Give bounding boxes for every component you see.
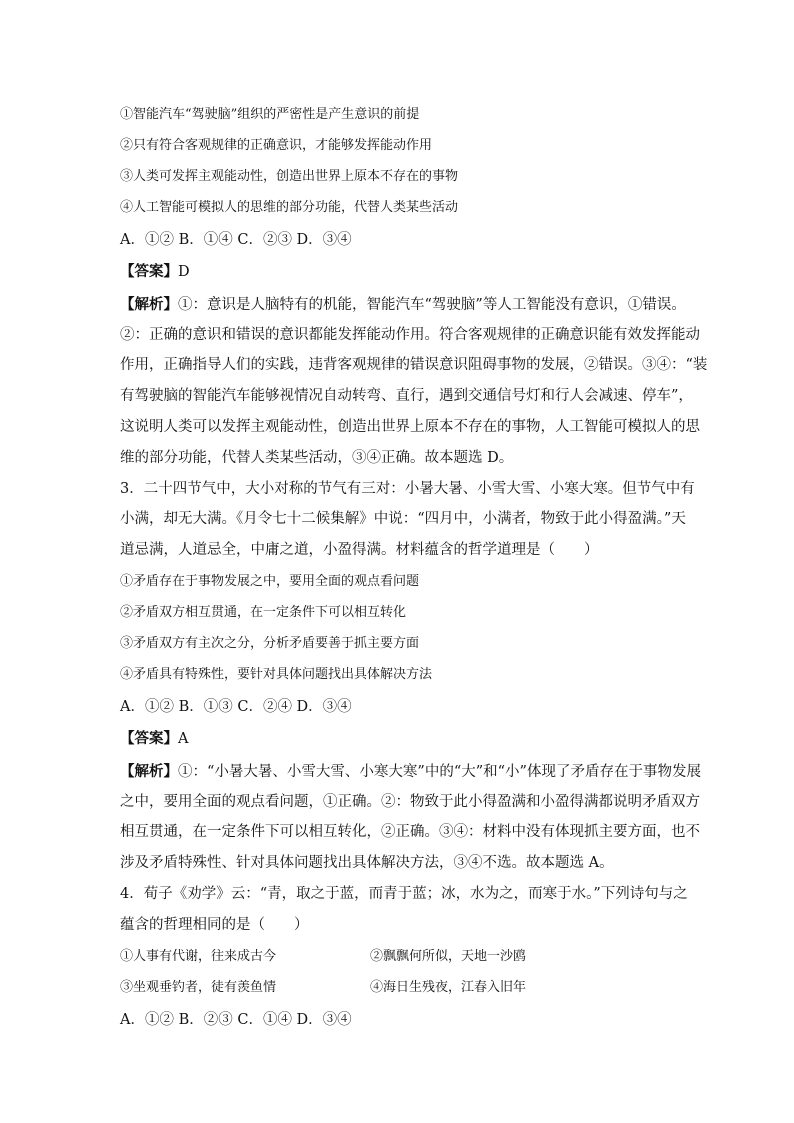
q3-analysis-line-4: 涉及矛盾特殊性、针对具体问题找出具体解决方法，③④不选。故本题选 A。 [120, 855, 614, 871]
q4-choices: A．①② B．②③ C．①④ D．③④ [120, 1012, 352, 1028]
q3-stem-line-1: 3．二十四节气中，大小对称的节气有三对：小暑大暑、小雪大雪、小寒大寒。但节气中有 [120, 481, 695, 497]
q2-option-3: ③人类可发挥主观能动性，创造出世界上原本不存在的事物 [120, 169, 459, 184]
q3-analysis-line-3: 相互贯通，在一定条件下可以相互转化，②正确。③④：材料中没有体现抓主要方面，也不 [120, 824, 700, 840]
analysis-tag: 【解析】 [120, 296, 178, 313]
q3-stem-line-2: 小满，却无大满。《月令七十二候集解》中说：“四月中，小满者，物致于此小得盈满。”天 [120, 511, 686, 527]
analysis-text: ①：“小暑大暑、小雪大雪、小寒大寒”中的“大”和“小”体现了矛盾存在于事物发展 [178, 764, 701, 780]
q4-option-1: ①人事有代谢，往来成古今 [120, 949, 277, 964]
q2-option-2: ②只有符合客观规律的正确意识，才能够发挥能动作用 [120, 138, 433, 153]
q2-analysis-line-2: ②：正确的意识和错误的意识都能发挥能动作用。符合客观规律的正确意识能有效发挥能动 [120, 327, 700, 343]
q2-choices: A．①② B．①④ C．②③ D．③④ [120, 232, 352, 248]
q4-option-4: ④海日生残夜，江春入旧年 [370, 980, 527, 995]
q2-analysis-line-4: 有驾驶脑的智能汽车能够视情况自动转弯、直行，遇到交通信号灯和行人会减速、停车”， [120, 388, 693, 404]
answer-tag: 【答案】 [120, 730, 178, 747]
q3-choices: A．①② B．①③ C．②④ D．③④ [120, 699, 352, 715]
q3-analysis-line-2: 之中，要用全面的观点看问题，①正确。②：物致于此小得盈满和小盈得满都说明矛盾双方 [120, 794, 700, 810]
answer-tag: 【答案】 [120, 263, 178, 280]
q3-option-1: ①矛盾存在于事物发展之中，要用全面的观点看问题 [120, 574, 420, 589]
q3-option-2: ②矛盾双方相互贯通，在一定条件下可以相互转化 [120, 605, 407, 620]
q3-option-4: ④矛盾具有特殊性，要针对具体问题找出具体解决方法 [120, 667, 433, 682]
q4-stem-line-2: 蕴含的哲理相同的是（ ） [120, 917, 309, 933]
q2-analysis-line-6: 维的部分功能，代替人类某些活动，③④正确。故本题选 D。 [120, 450, 514, 466]
answer-value: D [178, 264, 190, 280]
analysis-tag: 【解析】 [120, 763, 178, 780]
q4-option-2: ②飘飘何所似，天地一沙鸥 [370, 949, 527, 964]
analysis-text: ①：意识是人脑特有的机能，智能汽车“驾驶脑”等人工智能没有意识，①错误。 [178, 297, 686, 313]
q2-option-1: ①智能汽车“驾驶脑”组织的严密性是产生意识的前提 [120, 107, 420, 122]
q2-option-4: ④人工智能可模拟人的思维的部分功能，代替人类某些活动 [120, 200, 459, 215]
q3-stem-line-3: 道忌满，人道忌全，中庸之道，小盈得满。材料蕴含的哲学道理是（ ） [120, 542, 599, 558]
q4-option-3: ③坐观垂钓者，徒有羡鱼情 [120, 980, 277, 995]
q2-analysis-line-5: 这说明人类可以发挥主观能动性，创造出世界上原本不存在的事物，人工智能可模拟人的思 [120, 419, 700, 435]
q2-answer [120, 260, 190, 281]
q3-analysis-line-1 [120, 760, 701, 781]
q3-option-3: ③矛盾双方有主次之分，分析矛盾要善于抓主要方面 [120, 636, 420, 651]
q2-analysis-line-1 [120, 293, 686, 314]
q4-stem-line-1: 4．荀子《劝学》云：“青，取之于蓝，而青于蓝；冰，水为之，而寒于水。”下列诗句与之 [120, 886, 688, 902]
q2-analysis-line-3: 作用，正确指导人们的实践，违背客观规律的错误意识阻碍事物的发展，②错误。③④：“装 [120, 357, 708, 373]
answer-value: A [178, 731, 189, 747]
q3-answer [120, 727, 188, 748]
